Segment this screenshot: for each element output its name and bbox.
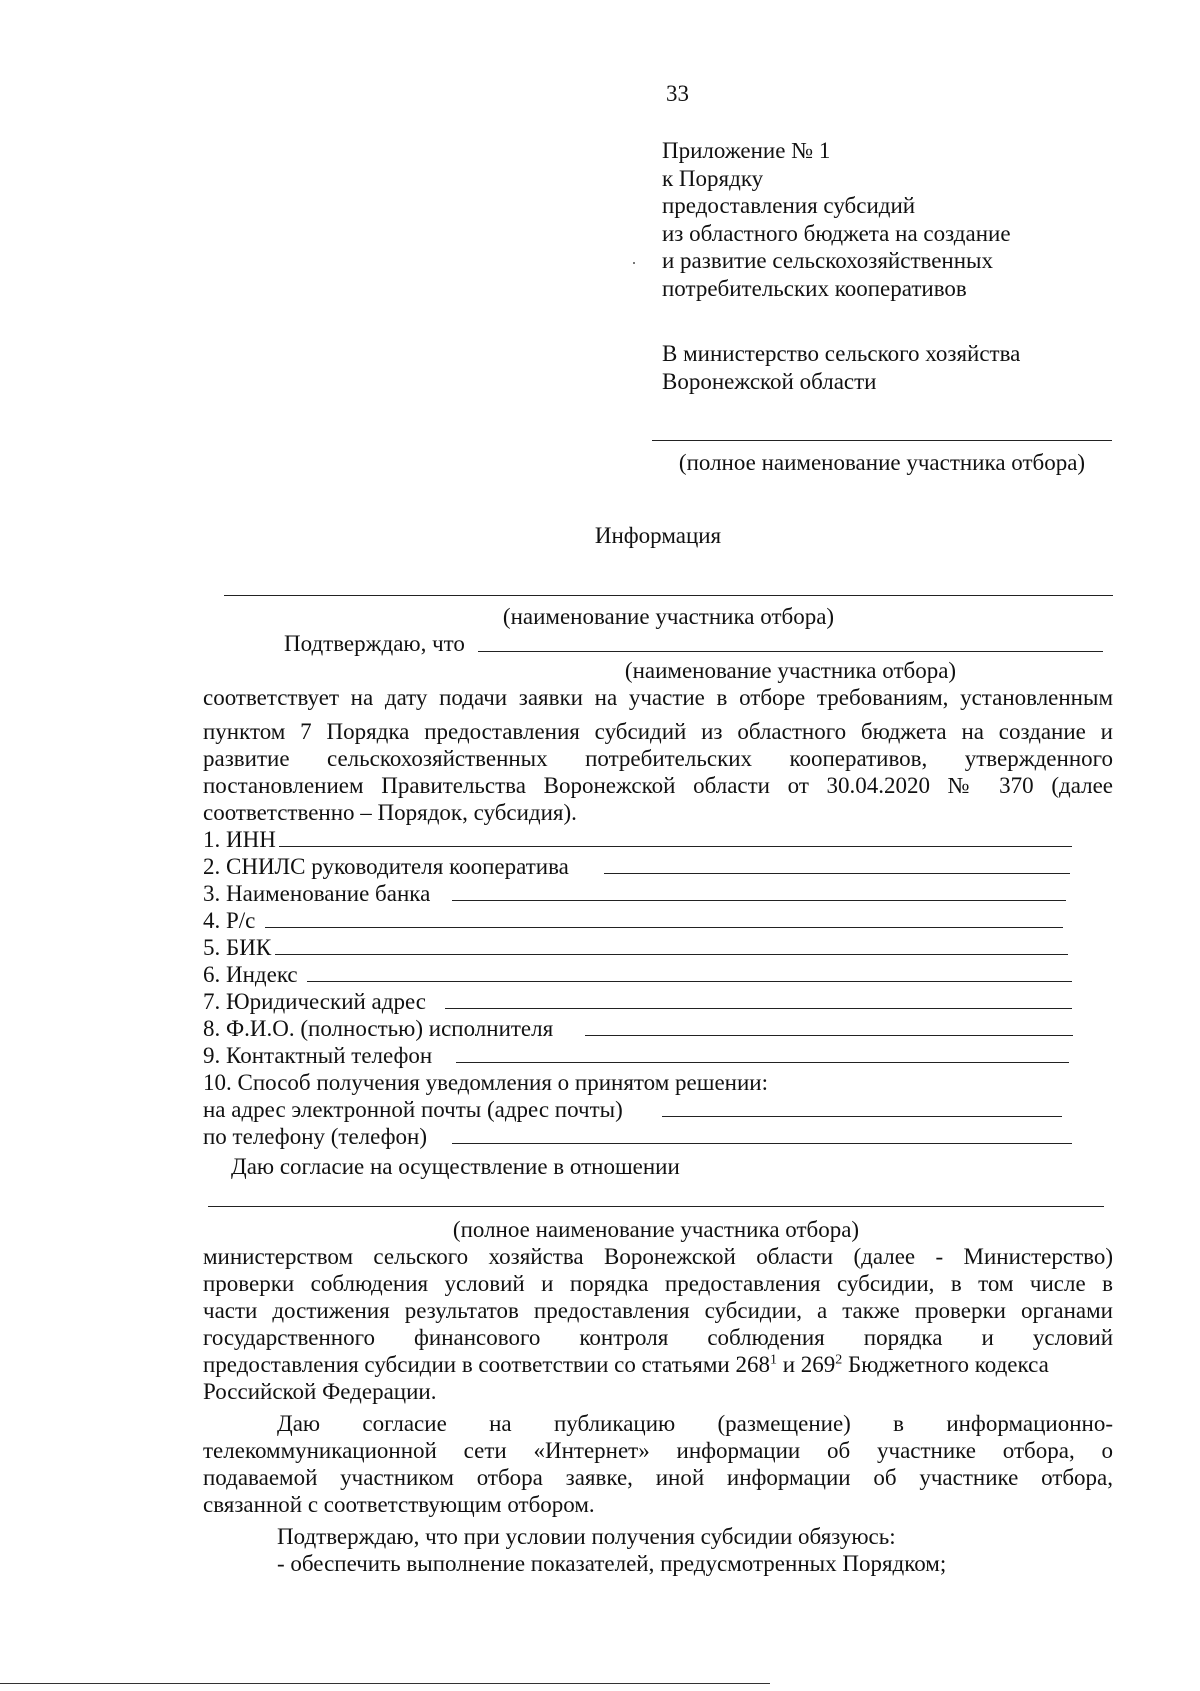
confirm-label: Подтверждаю, что (284, 631, 465, 656)
page-edge-rule (0, 1683, 770, 1684)
addressee-line: Воронежской области (662, 369, 877, 394)
field-bik-input[interactable] (275, 954, 1068, 955)
notification-email (203, 1096, 1200, 1123)
field-label: 3. Наименование банка (203, 881, 431, 906)
intro-line: развитие сельскохозяйственных потребительских кооперативов, утвержденного (203, 746, 1113, 771)
confirm-participant-field[interactable] (478, 651, 1103, 652)
obligation-item: - обеспечить выполнение показателей, предусмотренных Порядком; (277, 1551, 947, 1576)
appendix-block (662, 137, 1011, 302)
participant-full-name-caption: (полное наименование участника отбора) (678, 450, 1086, 475)
field-inn-input[interactable] (279, 846, 1072, 847)
field-bank-name (203, 880, 1200, 907)
notification-phone (203, 1123, 1200, 1150)
notification-phone-input[interactable] (452, 1143, 1072, 1144)
participant-name-field[interactable] (224, 595, 1113, 596)
document-title: Информация (594, 523, 722, 548)
field-legal-address-input[interactable] (445, 1008, 1072, 1009)
addressee-block (662, 340, 1020, 396)
participant-full-name-field[interactable] (652, 440, 1112, 441)
publication-line: телекоммуникационной сети «Интернет» информации об участнике отбора, о (203, 1438, 1113, 1463)
field-executor-name-input[interactable] (585, 1035, 1073, 1036)
field-label: 7. Юридический адрес (203, 989, 426, 1014)
publication-line: Даю согласие на публикацию (размещение) в информационно- (277, 1411, 1113, 1436)
field-executor-name (203, 1015, 1200, 1042)
appendix-line: предоставления субсидий (662, 193, 916, 218)
publication-line-last: связанной с соответствующим отбором. (203, 1492, 595, 1517)
field-label: 6. Индекс (203, 962, 298, 987)
field-snils-input[interactable] (604, 873, 1070, 874)
scan-speck (633, 262, 635, 264)
superscript: 2 (835, 1352, 843, 1368)
field-index (203, 961, 1200, 988)
intro-line-last: соответственно – Порядок, субсидия). (203, 800, 577, 825)
field-bank-name-input[interactable] (452, 900, 1066, 901)
field-label: 9. Контактный телефон (203, 1043, 433, 1068)
notification-email-input[interactable] (662, 1116, 1062, 1117)
consent-articles-text: предоставления субсидии в соответствии со статьями 268 (203, 1352, 770, 1377)
obligation-intro: Подтверждаю, что при условии получения субсидии обязуюсь: (277, 1524, 896, 1549)
field-snils (203, 853, 1200, 880)
consent-intro: Даю согласие на осуществление в отношении (231, 1154, 680, 1179)
page-number: 33 (666, 81, 689, 106)
field-label: 4. Р/с (203, 908, 256, 933)
field-inn (203, 826, 1200, 853)
intro-line: соответствует на дату подачи заявки на участие в отборе требованиям, установленным (203, 685, 1113, 710)
appendix-line: из областного бюджета на создание (662, 220, 1011, 246)
field-account-input[interactable] (265, 927, 1063, 928)
consent-articles-text: и 269 (776, 1352, 836, 1377)
appendix-line: потребительских кооперативов (662, 275, 967, 301)
consent-articles-line (203, 1351, 1049, 1378)
field-phone-input[interactable] (456, 1062, 1069, 1063)
field-label: по телефону (телефон) (203, 1124, 428, 1149)
field-label: на адрес электронной почты (адрес почты) (203, 1097, 623, 1122)
intro-line: постановлением Правительства Воронежской области от 30.04.2020 № 370 (далее (203, 773, 1113, 798)
consent-line: министерством сельского хозяйства Воронежской области (далее - Министерство) (203, 1244, 1113, 1269)
field-label: 5. БИК (203, 935, 272, 960)
consent-line: части достижения результатов предоставления субсидии, а также проверки органами (203, 1298, 1113, 1323)
consent-participant-field[interactable] (208, 1206, 1104, 1207)
participant-name-caption: (наименование участника отбора) (502, 604, 835, 629)
field-account (203, 907, 1200, 934)
field-index-input[interactable] (307, 981, 1072, 982)
consent-line: проверки соблюдения условий и порядка предоставления субсидии, в том числе в (203, 1271, 1113, 1296)
appendix-line: Приложение № 1 (662, 138, 831, 163)
intro-line: пунктом 7 Порядка предоставления субсидий из областного бюджета на создание и (203, 719, 1113, 744)
consent-line: государственного финансового контроля соблюдения порядка и условий (203, 1325, 1113, 1350)
consent-articles-text: Бюджетного кодекса (842, 1352, 1049, 1377)
field-phone (203, 1042, 1200, 1069)
consent-line-last: Российской Федерации. (203, 1379, 437, 1404)
field-bik (203, 934, 1200, 961)
field-label: 1. ИНН (203, 827, 276, 852)
superscript: 1 (769, 1352, 777, 1368)
appendix-line: и развитие сельскохозяйственных (662, 248, 994, 273)
publication-line: подаваемой участником отбора заявке, иной информации об участнике отбора, (203, 1465, 1113, 1490)
notification-heading: 10. Способ получения уведомления о принятом решении: (203, 1070, 768, 1095)
field-label: 2. СНИЛС руководителя кооператива (203, 854, 569, 879)
field-legal-address (203, 988, 1200, 1015)
appendix-line: к Порядку (662, 165, 764, 191)
addressee-line: В министерство сельского хозяйства (662, 341, 1021, 366)
confirm-participant-caption: (наименование участника отбора) (624, 658, 957, 683)
consent-participant-caption: (полное наименование участника отбора) (452, 1217, 860, 1242)
field-label: 8. Ф.И.О. (полностью) исполнителя (203, 1016, 554, 1041)
